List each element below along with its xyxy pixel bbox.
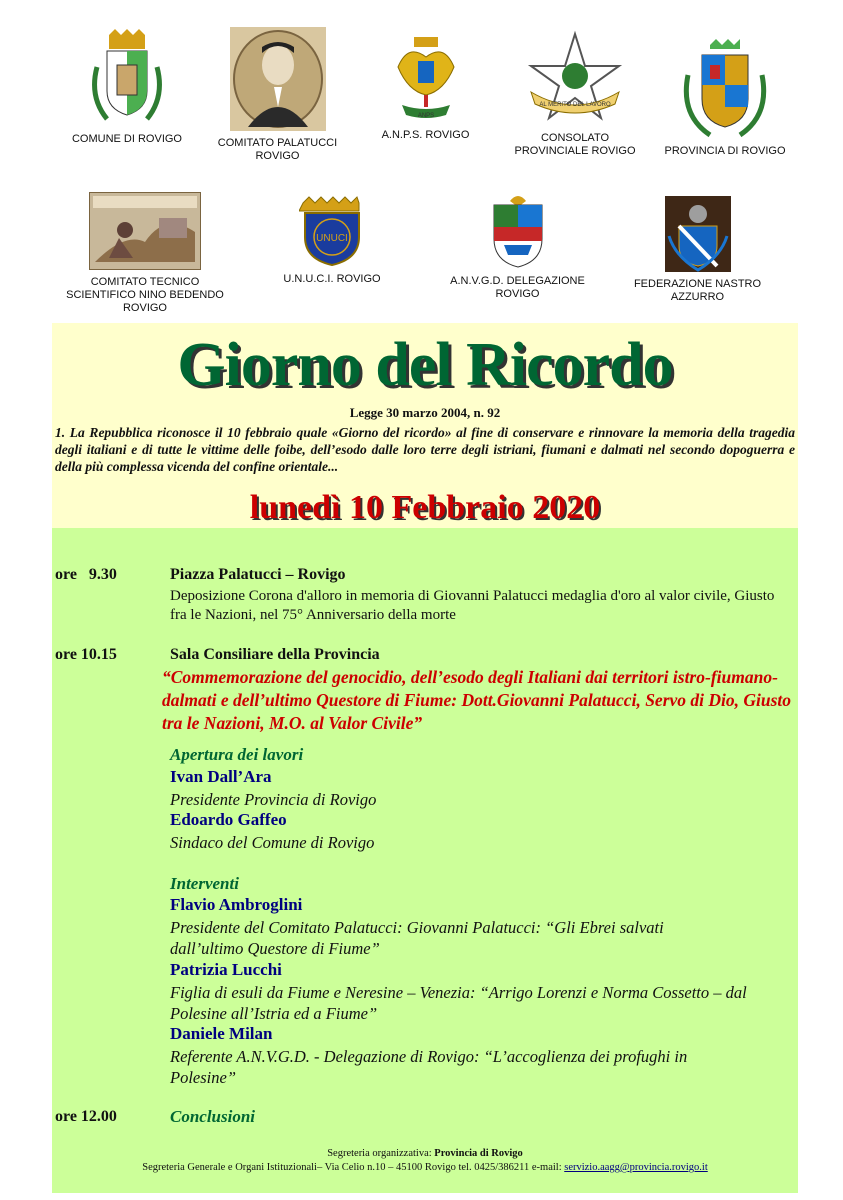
closing-label: Conclusioni — [170, 1107, 256, 1126]
footer-organizer: Provincia di Rovigo — [434, 1148, 523, 1159]
speaker-name: Edoardo Gaffeo — [170, 810, 287, 829]
event-date: lunedì 10 Febbraio 2020 — [249, 489, 601, 526]
footer — [52, 1147, 798, 1175]
comune-rovigo-crest-icon — [87, 27, 167, 127]
logo-comitato-bedendo — [55, 192, 235, 315]
logo-caption: CONSOLATO PROVINCIALE ROVIGO — [514, 132, 636, 157]
speaker-role: Figlia di esuli da Fiume e Neresine – Venezia: “Arrigo Lorenzi e Norma Cossetto – dal Polesine all’Istria ed a Fiume” — [170, 983, 747, 1023]
event2-place: Sala Consiliare della Provincia — [170, 646, 380, 663]
closing-time: ore 12.00 — [55, 1108, 117, 1125]
logo-caption: A.N.P.S. ROVIGO — [381, 129, 470, 141]
footer-email-link[interactable]: servizio.aagg@provincia.rovigo.it — [564, 1162, 708, 1173]
logo-nastro-azzurro — [625, 196, 770, 304]
speaker-role: Presidente del Comitato Palatucci: Giovanni Palatucci: “Gli Ebrei salvati dall’ultimo Questore di Fiume” — [170, 918, 664, 958]
program-band — [52, 528, 798, 1193]
event2-theme: “Commemorazione del genocidio, dell’esodo degli Italiani dai territori istro-fiumano-dalmati e dell’ultimo Questore di Fiume: Dott.Giovanni Palatucci, Servo di Dio, Giusto tra le Nazioni, M.O. al Valor Civile” — [162, 667, 792, 733]
unuci-text: UNUCI — [316, 233, 348, 244]
speaker-name: Patrizia Lucchi — [170, 960, 282, 979]
speaker-name: Daniele Milan — [170, 1024, 273, 1043]
logo-caption: U.N.U.C.I. ROVIGO — [283, 273, 381, 285]
logo-caption: COMITATO PALATUCCI ROVIGO — [217, 137, 338, 162]
logo-caption: COMITATO TECNICO SCIENTIFICO NINO BEDENDO ROVIGO — [66, 276, 224, 314]
event1-description: Deposizione Corona d'alloro in memoria di Giovanni Palatucci medaglia d'oro al valor civile, Giusto fra le Nazioni, nel 75° Anniversario della morte — [170, 588, 775, 623]
bedendo-painting-icon — [89, 192, 201, 270]
talks-heading: Interventi — [170, 874, 239, 893]
logo-comitato-palatucci — [205, 27, 350, 163]
footer-line1 — [52, 1147, 798, 1161]
logo-unuci — [272, 195, 392, 286]
speaker-name: Flavio Ambroglini — [170, 895, 303, 914]
event1-place: Piazza Palatucci – Rovigo — [170, 566, 346, 583]
logo-caption: A.N.V.G.D. DELEGAZIONE ROVIGO — [450, 275, 585, 300]
footer-address: Segreteria Generale e Organi Istituzionali– Via Celio n.10 – 45100 Rovigo tel. 0425/386211 e-mail: — [142, 1162, 562, 1173]
page-title: Giorno del Ricordo — [177, 331, 673, 399]
event1-time: ore 9.30 — [55, 566, 117, 583]
logo-caption: FEDERAZIONE NASTRO AZZURRO — [633, 278, 762, 303]
anps-eagle-icon — [394, 37, 458, 123]
logo-caption: COMUNE DI ROVIGO — [71, 133, 182, 145]
logo-anvgd — [440, 193, 595, 301]
unuci-shield-icon — [299, 195, 365, 267]
logo-provincia-rovigo — [655, 35, 795, 158]
speaker-name: Ivan Dall’Ara — [170, 767, 272, 786]
logo-comune-rovigo — [62, 27, 192, 146]
law-text: 1. La Repubblica riconosce il 10 febbraio quale «Giorno del ricordo» al fine di conservare e rinnovare la memoria della tragedia degli italiani e di tutte le vittime delle foibe, dell’esodo dalle loro terre degli istriani, fiumani e dalmati nel secondo dopoguerra e della più complessa vicenda del confine orientale... — [55, 425, 795, 474]
provincia-rovigo-crest-icon — [680, 35, 770, 139]
anvgd-shield-icon — [490, 193, 546, 269]
speaker-role: Sindaco del Comune di Rovigo — [170, 833, 375, 852]
merito-lavoro-star-icon — [527, 30, 623, 126]
footer-line2 — [52, 1161, 798, 1175]
law-title: Legge 30 marzo 2004, n. 92 — [349, 405, 501, 420]
logo-caption: PROVINCIA DI ROVIGO — [664, 145, 786, 157]
nastro-azzurro-crest-icon — [665, 196, 731, 272]
speaker-role: Referente A.N.V.G.D. - Delegazione di Rovigo: “L’accoglienza dei profughi in Polesine” — [170, 1047, 688, 1087]
anps-text: ANPS — [417, 113, 434, 119]
logo-consolato — [510, 30, 640, 158]
footer-label: Segreteria organizzativa: — [327, 1148, 432, 1159]
merito-text: AL MERITO DEL LAVORO — [539, 102, 611, 108]
palatucci-portrait-icon — [230, 27, 326, 131]
speaker-role: Presidente Provincia di Rovigo — [170, 790, 377, 809]
logo-anps — [368, 37, 483, 142]
opening-heading: Apertura dei lavori — [170, 745, 304, 764]
event2-time: ore 10.15 — [55, 646, 117, 663]
